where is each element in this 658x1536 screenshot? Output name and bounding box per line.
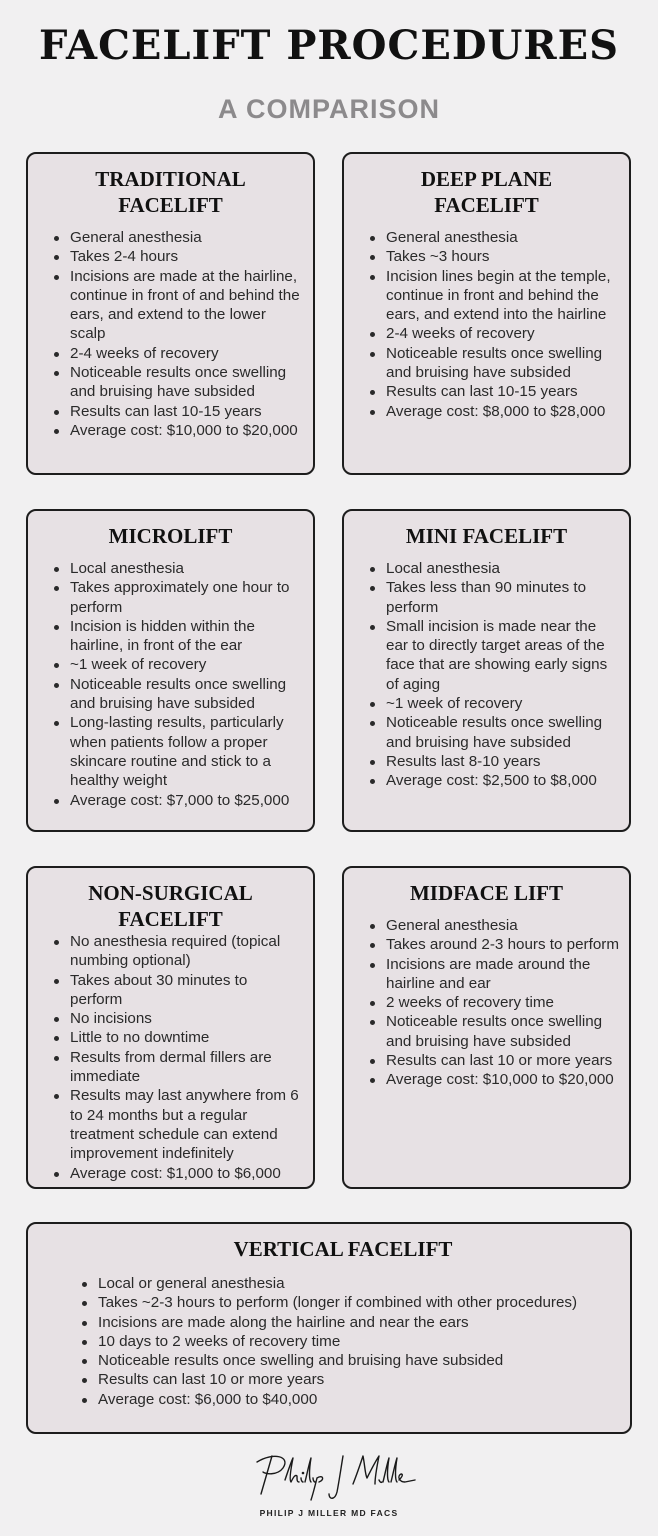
card-title-line-1: TRADITIONAL	[95, 167, 246, 191]
list-item: Long-lasting results, particularly when patients follow a proper skincare routine and stick to a healthy weight	[52, 713, 303, 790]
card-title-line-2: FACELIFT	[118, 193, 223, 217]
card-midface-lift	[342, 866, 631, 1189]
list-item: Noticeable results once swelling and bruising have subsided	[52, 363, 303, 402]
list-item: ~1 week of recovery	[52, 655, 303, 674]
card-title: MIDFACE LIFT	[409, 881, 564, 905]
list-item: Results may last anywhere from 6 to 24 months but a regular treatment schedule can extend improvement indefinitely	[52, 1086, 303, 1163]
list-item: Average cost: $8,000 to $28,000	[368, 402, 619, 421]
list-item: Results from dermal fillers are immediate	[52, 1048, 303, 1087]
card-list	[368, 228, 619, 421]
card-title: VERTICAL FACELIFT	[233, 1237, 453, 1261]
list-item: 2-4 weeks of recovery	[52, 344, 303, 363]
list-item: Takes ~3 hours	[368, 247, 619, 266]
list-item: Takes around 2-3 hours to perform	[368, 935, 619, 954]
signature-logo	[0, 1450, 658, 1506]
card-title	[368, 166, 619, 218]
list-item: Noticeable results once swelling and bruising have subsided	[368, 344, 619, 383]
card-title-line-1: NON-SURGICAL	[88, 881, 253, 905]
card-microlift	[26, 509, 315, 832]
list-item: Local anesthesia	[368, 559, 619, 578]
list-item: 2 weeks of recovery time	[368, 993, 619, 1012]
card-title: MICROLIFT	[108, 524, 233, 548]
list-item: Noticeable results once swelling and bruising have subsided	[368, 1012, 619, 1051]
list-item: Average cost: $2,500 to $8,000	[368, 771, 619, 790]
list-item: Average cost: $6,000 to $40,000	[80, 1390, 620, 1409]
list-item: Average cost: $10,000 to $20,000	[368, 1070, 619, 1089]
list-item: Little to no downtime	[52, 1028, 303, 1047]
list-item: General anesthesia	[52, 228, 303, 247]
card-list	[52, 559, 303, 810]
list-item: 10 days to 2 weeks of recovery time	[80, 1332, 620, 1351]
brand-name: PHILIP J MILLER MD FACS	[259, 1508, 399, 1518]
list-item: No incisions	[52, 1009, 303, 1028]
page-title: FACELIFT PROCEDURES	[38, 22, 619, 69]
list-item: Noticeable results once swelling and bruising have subsided	[368, 713, 619, 752]
page-subtitle: A COMPARISON	[217, 94, 440, 124]
list-item: 2-4 weeks of recovery	[368, 324, 619, 343]
list-item: General anesthesia	[368, 228, 619, 247]
list-item: Incisions are made around the hairline and ear	[368, 955, 619, 994]
card-deep-plane-facelift	[342, 152, 631, 475]
card-list	[52, 228, 303, 440]
list-item: Results can last 10 or more years	[368, 1051, 619, 1070]
list-item: Incisions are made along the hairline and near the ears	[80, 1313, 620, 1332]
list-item: Average cost: $10,000 to $20,000	[52, 421, 303, 440]
list-item: Small incision is made near the ear to directly target areas of the face that are showing early signs of aging	[368, 617, 619, 694]
list-item: Takes ~2-3 hours to perform (longer if combined with other procedures)	[80, 1293, 620, 1312]
card-title	[52, 166, 303, 218]
card-list	[368, 916, 619, 1090]
list-item: Results last 8-10 years	[368, 752, 619, 771]
list-item: Incision is hidden within the hairline, in front of the ear	[52, 617, 303, 656]
list-item: Local or general anesthesia	[80, 1274, 620, 1293]
list-item: Takes approximately one hour to perform	[52, 578, 303, 617]
list-item: Noticeable results once swelling and bruising have subsided	[52, 675, 303, 714]
list-item: Incisions are made at the hairline, continue in front of and behind the ears, and extend to the lower scalp	[52, 267, 303, 344]
list-item: Takes 2-4 hours	[52, 247, 303, 266]
list-item: Local anesthesia	[52, 559, 303, 578]
signature-icon	[239, 1450, 419, 1506]
list-item: Average cost: $1,000 to $6,000	[52, 1164, 303, 1183]
card-list	[80, 1274, 620, 1409]
card-vertical-facelift	[26, 1222, 632, 1434]
card-mini-facelift	[342, 509, 631, 832]
list-item: Results can last 10-15 years	[52, 402, 303, 421]
card-title-line-1: DEEP PLANE	[420, 167, 553, 191]
list-item: Results can last 10-15 years	[368, 382, 619, 401]
list-item: Takes about 30 minutes to perform	[52, 971, 303, 1010]
card-title: MINI FACELIFT	[405, 524, 568, 548]
list-item: Results can last 10 or more years	[80, 1370, 620, 1389]
list-item: Takes less than 90 minutes to perform	[368, 578, 619, 617]
card-traditional-facelift	[26, 152, 315, 475]
list-item: General anesthesia	[368, 916, 619, 935]
card-list	[368, 559, 619, 791]
list-item: Noticeable results once swelling and bruising have subsided	[80, 1351, 620, 1370]
card-title	[52, 880, 303, 932]
list-item: Average cost: $7,000 to $25,000	[52, 791, 303, 810]
card-title-line-2: FACELIFT	[118, 907, 223, 931]
list-item: No anesthesia required (topical numbing optional)	[52, 932, 303, 971]
card-non-surgical-facelift	[26, 866, 315, 1189]
list-item: Incision lines begin at the temple, continue in front and behind the ears, and extend into the hairline	[368, 267, 619, 325]
card-title-line-2: FACELIFT	[434, 193, 539, 217]
list-item: ~1 week of recovery	[368, 694, 619, 713]
card-list	[52, 932, 303, 1183]
